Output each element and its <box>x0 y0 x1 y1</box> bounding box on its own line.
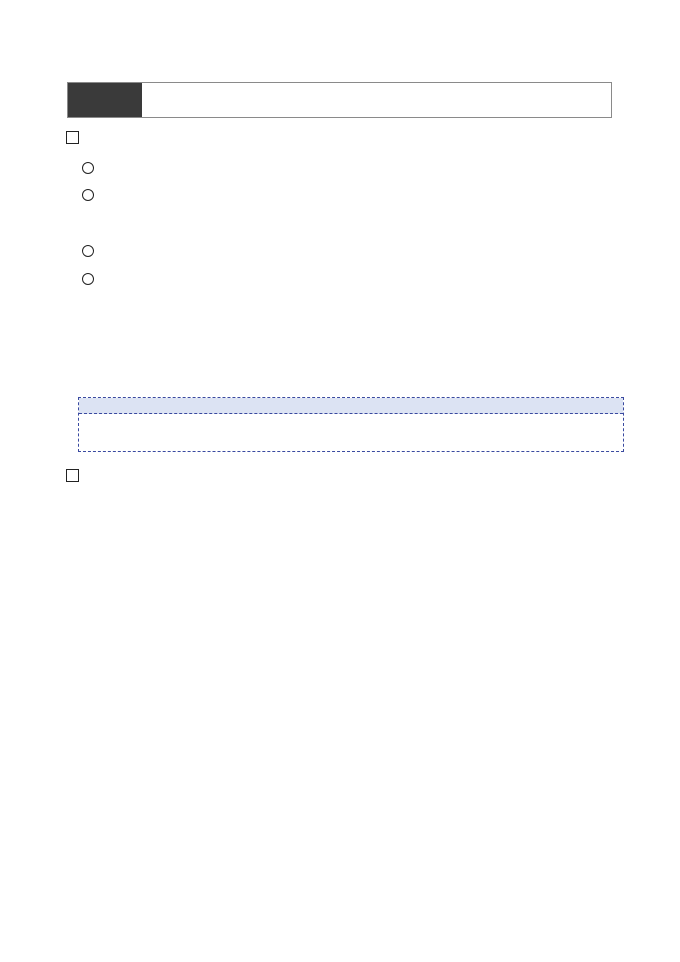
overview-heading <box>66 130 89 150</box>
circle-bullet-icon <box>82 189 94 201</box>
org-line <box>82 243 106 261</box>
circle-bullet-icon <box>82 273 94 285</box>
title-box <box>67 82 612 118</box>
goal-line <box>82 160 106 178</box>
process-line <box>82 271 106 289</box>
progress-heading <box>66 468 89 488</box>
square-bullet-icon <box>66 131 79 144</box>
circle-bullet-icon <box>82 245 94 257</box>
reference-tag <box>68 83 142 117</box>
timeline-table <box>78 397 624 452</box>
target-line <box>82 187 106 205</box>
timeline-year-row <box>79 398 623 414</box>
square-bullet-icon <box>66 469 79 482</box>
circle-bullet-icon <box>82 162 94 174</box>
